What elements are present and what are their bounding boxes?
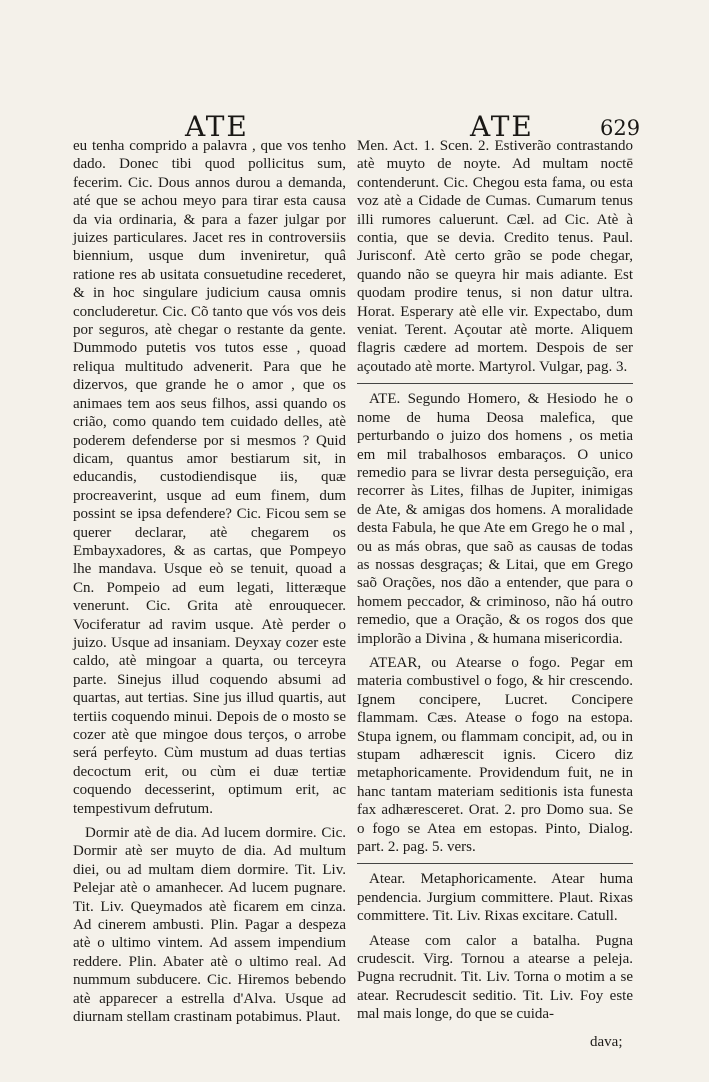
page-number: 629 bbox=[600, 116, 641, 140]
left-paragraph: Dormir atè de dia. Ad lucem dormire. Cic. Dormir atè ser muyto de dia. Ad multum diei, ou ad multam diem dormire. Tit. Liv. Pelejar atè o amanhecer. Ad lucem pugnare. Tit. Liv. Queymados atè ficarem em cinza. Ad cinerem ambusti. Plin. Pagar a despeza atè o ultimo vintem. Ad assem impendium reddere. Plin. Abater atè o ultimo real. Ad nummum subducere. Cic. Hiremos bebendo atè apparecer a estrella d'Alva. Usque ad diurnam stellam crastinam potabimus. Plaut. bbox=[73, 825, 346, 1026]
entry-atear: ATEAR, ou Atearse o fogo. Pegar em materia combustivel o fogo, & hir crescendo. Ignem concipere, Lucret. Concipere flammam. Cæs. Atease o fogo na estopa. Stupa ignem, ou flammam concipit, ad, ou in stupam adhærescit ignis. Cicero diz metaphoricamente. Providendum fuit, ne in hanc tantam materiam seditionis ista funesta fax adhæresceret. Orat. 2. pro Domo sua. Se o fogo se Atea em estopas. Pinto, Dialog. part. 2. pag. 5. vers. bbox=[357, 654, 633, 856]
right-paragraph: Atease com calor a batalha. Pugna crudescit. Virg. Tornou a atearse a peleja. Pugna recrudnit. Tit. Liv. Torna o motim a se atear. Recrudescit seditio. Tit. Liv. Foy este mal mais longe, do que se cuida- bbox=[357, 932, 633, 1023]
right-column bbox=[357, 137, 633, 1024]
right-paragraph: Men. Act. 1. Scen. 2. Estiverão contrastando atè muyto de noyte. Ad multam noctē contenderunt. Cic. Chegou esta fama, ou esta voz atè a Cidade de Cumas. Cumarum tenus illi rumores caluerunt. Cæl. ad Cic. Atè à contia, que se devia. Credito tenus. Paul. Jurisconf. Atè certo grão se pode chegar, quando não se queyra hir mais adiante. Est quodam prodire tenus, si non datur ultra. Horat. Esperary atè elle vir. Expectabo, dum veniat. Terent. Açoutar atè morte. Aliquem flagris cædere ad mortem. Despois de ser açoutado atè morte. Martyrol. Vulgar, pag. 3. bbox=[357, 138, 633, 375]
left-paragraph: eu tenha comprido a palavra , que vos tenho dado. Donec tibi quod pollicitus sum, fecerim. Cic. Dous annos durou a demanda, até que se achou meyo para tirar esta causa da via ordinaria, & para a fazer julgar por juizes particulares. Jacet res in controversiis biennium, usque dum inveniretur, quâ ratione res ab usitata consuetudine recederet, & in hoc singulare judicium causa omnis concluderetur. Cic. Cõ tanto que vós vos deis por seguros, atè chegar o restante da gente. Dummodo putetis vos tutos esse , quoad reliqua multitudo advenerit. Para que he dizervos, que grande he o amor , que os animaes tem aos seus filhos, assi quando os crião, como quando tem cuidado delles, atè poderem defenderse por si mesmos ? Quid dicam, quantus amor bestiarum sit, in educandis, custodiendisque iis, quæ procreaverint, usque ad eum finem, dum possint se ipsa defendere? Cic. Ficou sem se querer declarar, atè chegarem os Embayxadores, & as cartas, que Pompeyo lhe mandava. Usque eò se tenuit, quoad a Cn. Pompeio ad eum legati, litteræque venerunt. Cic. Grita atè enrouquecer. Vociferatur ad ravim usque. Atè perder o juizo. Usque ad insaniam. Deyxay cozer este caldo, atè mingoar a quarta, ou terceyra parte. Sinejus illud coquendo absumi ad quartas, aut tertias. Sine jus illud quartis, aut tertiis coquendo minui. Depois de o mosto se cozer atè que mingoe dous terços, o arrobe será perfeyto. Cùm mustum ad duas tertias decoctum erit, ou cùm ei duæ tertiæ coquendo decesserint, optimum erit, ac tempestivum defrutum. bbox=[73, 138, 346, 817]
running-head-left: ATE bbox=[185, 110, 249, 143]
section-divider bbox=[357, 383, 633, 384]
catchword: dava; bbox=[590, 1034, 623, 1050]
left-column bbox=[73, 137, 346, 1027]
entry-ate: ATE. Segundo Homero, & Hesiodo he o nome de huma Deosa malefica, que perturbando o juizo dos homens , os metia em mil trabalhosos embaraços. O unico remedio para se livrar desta perseguição, era recorrer às Lites, filhas de Jupiter, inimigas de Ate, & amigas dos homens. A moralidade desta Fabula, he que Ate em Grego he o mal , ou as más obras, que saõ as causas de todas as nossas desgraças; & Litai, que em Grego saõ Orações, nos dão a entender, que para o homem peccador, & criminoso, não há outro remedio, que a Oração, & os rogos dos que implorão a Divina , & humana misericordia. bbox=[357, 391, 633, 647]
running-head-right: ATE bbox=[470, 110, 534, 143]
section-divider bbox=[357, 863, 633, 864]
right-paragraph: Atear. Metaphoricamente. Atear huma pendencia. Jurgium committere. Plaut. Rixas committere. Tit. Liv. Rixas excitare. Catull. bbox=[357, 871, 633, 925]
